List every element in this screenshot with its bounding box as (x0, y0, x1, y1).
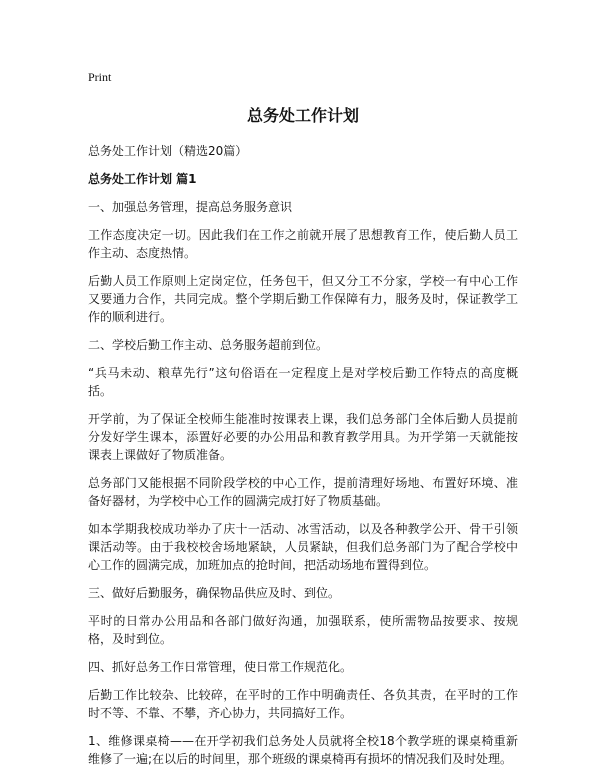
paragraph: 1、维修课桌椅——在开学初我们总务处人员就将全校18个教学班的课桌椅重新维修了一遍;在以后的时间里，那个班级的课桌椅再有损坏的情况我们及时处理。 (88, 734, 518, 766)
paragraph: 四、抓好总务工作日常管理，使日常工作规范化。 (88, 660, 353, 674)
document-page (88, 70, 518, 778)
paragraph: 总务部门又能根据不同阶段学校的中心工作，提前清理好场地、布置好环境、准备好器材，为学校中心工作的圆满完成打好了物质基础。 (88, 476, 518, 508)
document-subtitle: 总务处工作计划（精选20篇） (88, 144, 248, 158)
paragraph: 平时的日常办公用品和各部门做好沟通，加强联系，使所需物品按要求、按规格，及时到位。 (88, 614, 518, 646)
paragraph: 如本学期我校成功举办了庆十一活动、冰雪活动，以及各种教学公开、骨干引领课活动等。由于我校校舍场地紧缺，人员紧缺，但我们总务部门为了配合学校中心工作的圆满完成，加班加点的抢时间，把活动场地布置得到位。 (88, 522, 518, 572)
paragraph: 后勤人员工作原则上定岗定位，任务包干，但又分工不分家，学校一有中心工作又要通力合作，共同完成。整个学期后勤工作保障有力，服务及时，保证教学工作的顺利进行。 (88, 274, 518, 324)
paragraph: “兵马未动、粮草先行”这句俗语在一定程度上是对学校后勤工作特点的高度概括。 (88, 366, 518, 398)
document-title: 总务处工作计划 (246, 106, 359, 125)
paragraph: 后勤工作比较杂、比较碎，在平时的工作中明确责任、各负其责，在平时的工作时不等、不靠、不攀，齐心协力，共同搞好工作。 (88, 688, 518, 720)
paragraph: 三、做好后勤服务，确保物品供应及时、到位。 (88, 586, 341, 600)
section-heading: 总务处工作计划 篇1 (88, 172, 197, 186)
paragraph: 二、学校后勤工作主动、总务服务超前到位。 (88, 338, 329, 352)
print-link[interactable]: Print (88, 70, 112, 84)
paragraph: 工作态度决定一切。因此我们在工作之前就开展了思想教育工作，使后勤人员工作主动、态度热情。 (88, 228, 518, 260)
paragraph: 开学前，为了保证全校师生能准时按课表上课，我们总务部门全体后勤人员提前分发好学生课本，添置好必要的办公用品和教育教学用具。为开学第一天就能按课表上课做好了物质准备。 (88, 412, 518, 462)
paragraph: 一、加强总务管理，提高总务服务意识 (88, 200, 293, 214)
